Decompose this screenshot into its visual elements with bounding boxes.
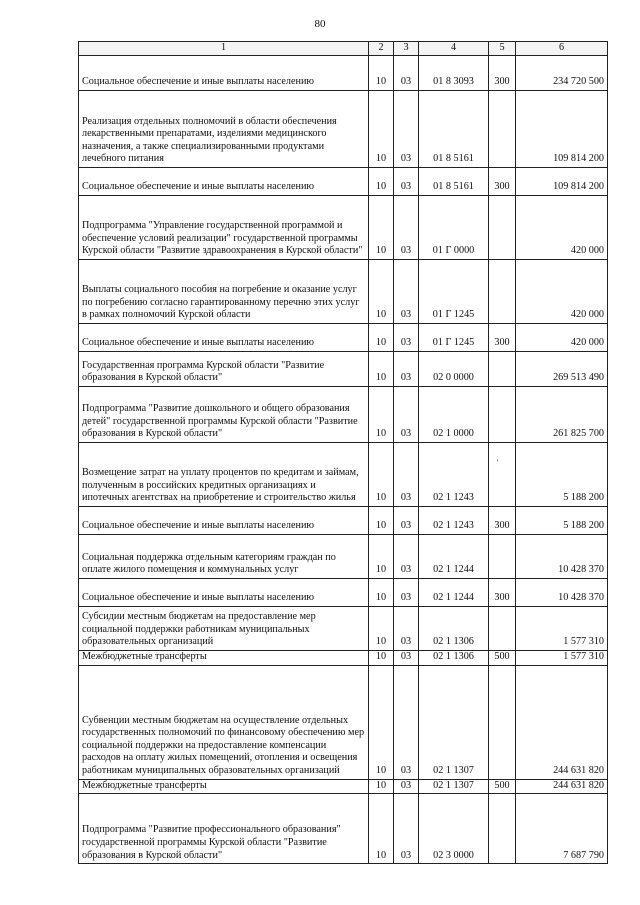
subsection-code: 03 <box>394 651 419 666</box>
table-row <box>79 352 608 387</box>
budget-table <box>78 41 608 864</box>
column-header: 4 <box>419 42 489 56</box>
table-row <box>79 651 608 666</box>
row-name: Подпрограмма "Развитие профессионального образования" государственной программы Курской области "Развитие образования в Курской области" <box>79 794 369 864</box>
expense-type-code: 300 <box>489 56 516 91</box>
subsection-code: 03 <box>394 794 419 864</box>
row-name: Подпрограмма "Развитие дошкольного и общего образования детей" государственной программы Курской области "Развитие образования в Курской области" <box>79 387 369 443</box>
amount: 109 814 200 <box>516 91 608 168</box>
amount: 5 188 200 <box>516 443 608 507</box>
target-article-code: 02 1 1307 <box>419 779 489 794</box>
table-row <box>79 794 608 864</box>
stray-mark: ' <box>497 458 499 467</box>
row-name: Субвенции местным бюджетам на осуществление отдельных государственных полномочий по финансовому обеспечению мер социальной поддержки на предоставление компенсации расходов на оплату жилых помещений, отопления и освещения работникам муниципальных образовательных организаций <box>79 665 369 779</box>
expense-type-code <box>489 535 516 579</box>
column-header: 3 <box>394 42 419 56</box>
section-code: 10 <box>369 794 394 864</box>
subsection-code: 03 <box>394 387 419 443</box>
subsection-code: 03 <box>394 443 419 507</box>
amount: 269 513 490 <box>516 352 608 387</box>
expense-type-code <box>489 91 516 168</box>
subsection-code: 03 <box>394 535 419 579</box>
target-article-code: 01 Г 1245 <box>419 260 489 324</box>
section-code: 10 <box>369 651 394 666</box>
subsection-code: 03 <box>394 196 419 260</box>
subsection-code: 03 <box>394 607 419 651</box>
subsection-code: 03 <box>394 56 419 91</box>
amount: 1 577 310 <box>516 607 608 651</box>
expense-type-code: 300 <box>489 168 516 196</box>
section-code: 10 <box>369 196 394 260</box>
amount: 1 577 310 <box>516 651 608 666</box>
amount: 5 188 200 <box>516 507 608 535</box>
table-row <box>79 535 608 579</box>
table-row <box>79 324 608 352</box>
target-article-code: 01 Г 1245 <box>419 324 489 352</box>
section-code: 10 <box>369 56 394 91</box>
section-code: 10 <box>369 352 394 387</box>
expense-type-code <box>489 607 516 651</box>
target-article-code: 02 1 1243 <box>419 443 489 507</box>
target-article-code: 02 1 1244 <box>419 579 489 607</box>
section-code: 10 <box>369 168 394 196</box>
subsection-code: 03 <box>394 260 419 324</box>
table-row <box>79 387 608 443</box>
amount: 244 631 820 <box>516 779 608 794</box>
row-name: Социальное обеспечение и иные выплаты населению <box>79 579 369 607</box>
section-code: 10 <box>369 665 394 779</box>
target-article-code: 02 3 0000 <box>419 794 489 864</box>
expense-type-code: 500 <box>489 651 516 666</box>
subsection-code: 03 <box>394 507 419 535</box>
amount: 420 000 <box>516 196 608 260</box>
expense-type-code: 300 <box>489 507 516 535</box>
section-code: 10 <box>369 507 394 535</box>
target-article-code: 01 8 3093 <box>419 56 489 91</box>
expense-type-code <box>489 260 516 324</box>
amount: 420 000 <box>516 324 608 352</box>
subsection-code: 03 <box>394 579 419 607</box>
table-row <box>79 168 608 196</box>
section-code: 10 <box>369 260 394 324</box>
column-header: 6 <box>516 42 608 56</box>
expense-type-code: 500 <box>489 779 516 794</box>
row-name: Возмещение затрат на уплату процентов по кредитам и займам, полученным в российских кредитных организациях и ипотечных агентствах на приобретение и строительство жилья <box>79 443 369 507</box>
target-article-code: 02 1 1306 <box>419 651 489 666</box>
target-article-code: 01 8 5161 <box>419 91 489 168</box>
row-name: Реализация отдельных полномочий в области обеспечения лекарственными препаратами, изделиями медицинского назначения, а также специализированными продуктами лечебного питания <box>79 91 369 168</box>
target-article-code: 02 1 1244 <box>419 535 489 579</box>
section-code: 10 <box>369 607 394 651</box>
column-header: 1 <box>79 42 369 56</box>
target-article-code: 02 1 1306 <box>419 607 489 651</box>
target-article-code: 02 1 1243 <box>419 507 489 535</box>
row-name: Межбюджетные трансферты <box>79 651 369 666</box>
amount: 261 825 700 <box>516 387 608 443</box>
subsection-code: 03 <box>394 665 419 779</box>
section-code: 10 <box>369 443 394 507</box>
expense-type-code <box>489 443 516 507</box>
target-article-code: 01 Г 0000 <box>419 196 489 260</box>
amount: 234 720 500 <box>516 56 608 91</box>
column-header: 2 <box>369 42 394 56</box>
page-number: 80 <box>314 18 326 30</box>
expense-type-code: 300 <box>489 324 516 352</box>
target-article-code: 01 8 5161 <box>419 168 489 196</box>
target-article-code: 02 0 0000 <box>419 352 489 387</box>
amount: 109 814 200 <box>516 168 608 196</box>
expense-type-code <box>489 794 516 864</box>
expense-type-code: 300 <box>489 579 516 607</box>
section-code: 10 <box>369 387 394 443</box>
table-row <box>79 260 608 324</box>
table-row <box>79 443 608 507</box>
amount: 420 000 <box>516 260 608 324</box>
table-row <box>79 507 608 535</box>
target-article-code: 02 1 1307 <box>419 665 489 779</box>
section-code: 10 <box>369 91 394 168</box>
table-row <box>79 665 608 779</box>
amount: 7 687 790 <box>516 794 608 864</box>
row-name: Межбюджетные трансферты <box>79 779 369 794</box>
table-row <box>79 607 608 651</box>
section-code: 10 <box>369 779 394 794</box>
row-name: Социальная поддержка отдельным категориям граждан по оплате жилого помещения и коммунальных услуг <box>79 535 369 579</box>
amount: 10 428 370 <box>516 579 608 607</box>
subsection-code: 03 <box>394 352 419 387</box>
table-row <box>79 196 608 260</box>
expense-type-code <box>489 196 516 260</box>
row-name: Подпрограмма "Управление государственной программой и обеспечение условий реализации" государственной программы Курской области "Развитие здравоохранения в Курской области" <box>79 196 369 260</box>
row-name: Государственная программа Курской области "Развитие образования в Курской области" <box>79 352 369 387</box>
column-header: 5 <box>489 42 516 56</box>
table-row <box>79 56 608 91</box>
section-code: 10 <box>369 579 394 607</box>
subsection-code: 03 <box>394 779 419 794</box>
table-row <box>79 579 608 607</box>
table-row <box>79 779 608 794</box>
row-name: Субсидии местным бюджетам на предоставление мер социальной поддержки работникам муниципальных образовательных организаций <box>79 607 369 651</box>
target-article-code: 02 1 0000 <box>419 387 489 443</box>
subsection-code: 03 <box>394 324 419 352</box>
row-name: Выплаты социального пособия на погребение и оказание услуг по погребению согласно гарантированному перечню этих услуг в рамках полномочий Курской области <box>79 260 369 324</box>
row-name: Социальное обеспечение и иные выплаты населению <box>79 507 369 535</box>
row-name: Социальное обеспечение и иные выплаты населению <box>79 168 369 196</box>
table-header-row <box>79 42 608 56</box>
row-name: Социальное обеспечение и иные выплаты населению <box>79 324 369 352</box>
row-name: Социальное обеспечение и иные выплаты населению <box>79 56 369 91</box>
expense-type-code <box>489 352 516 387</box>
section-code: 10 <box>369 324 394 352</box>
amount: 10 428 370 <box>516 535 608 579</box>
amount: 244 631 820 <box>516 665 608 779</box>
expense-type-code <box>489 665 516 779</box>
subsection-code: 03 <box>394 168 419 196</box>
expense-type-code <box>489 387 516 443</box>
table-row <box>79 91 608 168</box>
section-code: 10 <box>369 535 394 579</box>
subsection-code: 03 <box>394 91 419 168</box>
